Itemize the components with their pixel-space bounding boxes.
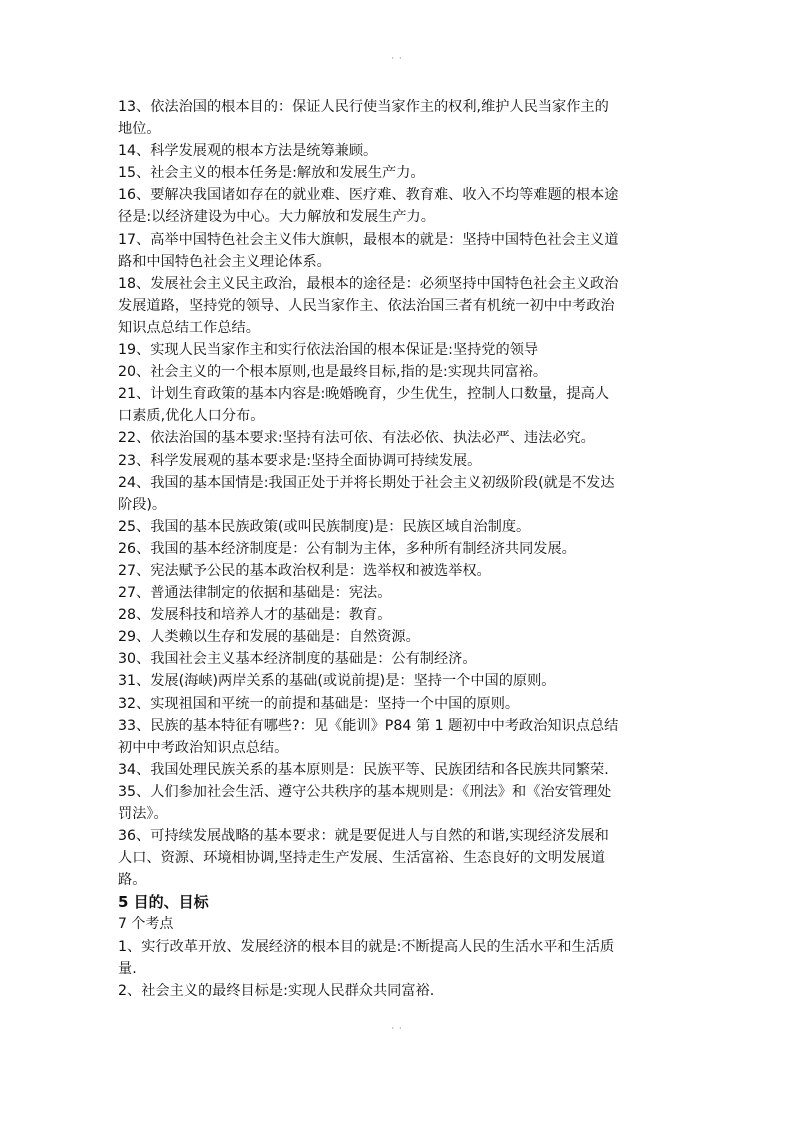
text-line: 口素质,优化人口分布。 [118, 408, 265, 425]
text-line: 19、实现人民当家作主和实行依法治国的根本保证是:坚持党的领导 [118, 342, 539, 359]
text-line: 路。 [118, 872, 147, 889]
text-line: 22、依法治国的基本要求:坚持有法可依、有法必依、执法必严、违法必究。 [118, 430, 595, 447]
text-line: 人口、资源、环境相协调,坚持走生产发展、生活富裕、生态良好的文明发展道 [118, 850, 605, 867]
text-line: 23、科学发展观的基本要求是:坚持全面协调可持续发展。 [118, 452, 482, 469]
text-line: 17、高举中国特色社会主义伟大旗帜，最根本的就是：坚持中国特色社会主义道 [118, 231, 619, 248]
text-line: 34、我国处理民族关系的基本原则是：民族平等、民族团结和各民族共同繁荣. [118, 761, 609, 778]
text-line: 罚法》。 [118, 806, 168, 822]
text-line: 20、社会主义的一个根本原则,也是最终目标,指的是:实现共同富裕。 [118, 364, 548, 381]
text-line: 27、普通法律制定的依据和基础是：宪法。 [118, 585, 392, 602]
text-line: 发展道路，坚持党的领导、人民当家作主、依法治国三者有机统一初中中考政治 [118, 297, 615, 314]
knowledge-point-list [118, 96, 680, 891]
text-line: 1、实行改革开放、发展经济的根本目的就是:不断提高人民的生活水平和生活质 [118, 938, 615, 955]
text-line: 24、我国的基本国情是:我国正处于并将长期处于社会主义初级阶段(就是不发达 [118, 474, 615, 491]
text-line: 25、我国的基本民族政策(或叫民族制度)是：民族区域自治制度。 [118, 518, 531, 535]
text-line: 阶段)。 [118, 496, 167, 513]
section-heading: 5 目的、目标 [118, 893, 209, 912]
text-line: 路和中国特色社会主义理论体系。 [118, 253, 331, 270]
section-point-list [118, 936, 680, 1002]
text-line: 21、计划生育政策的基本内容是:晚婚晚育，少生优生，控制人口数量，提高人 [118, 386, 610, 403]
page-footer-mark: · · [391, 1024, 403, 1034]
text-line: 地位。 [118, 121, 161, 138]
text-line: 35、人们参加社会生活、遵守公共秩序的基本规则是：《刑法》和《治安管理处 [118, 783, 612, 800]
text-line: 14、科学发展观的根本方法是统筹兼顾。 [118, 143, 378, 160]
text-line: 32、实现祖国和平统一的前提和基础是：坚持一个中国的原则。 [118, 695, 520, 712]
text-line: 16、要解决我国诸如存在的就业难、医疗难、教育难、收入不均等难题的根本途 [118, 187, 619, 204]
text-line: 33、民族的基本特征有哪些?：见《能训》P84 第 1 题初中中考政治知识点总结 [118, 717, 619, 734]
text-line: 31、发展(海峡)两岸关系的基础(或说前提)是：坚持一个中国的原则。 [118, 673, 556, 690]
text-line: 27、宪法赋予公民的基本政治权利是：选举权和被选举权。 [118, 562, 491, 579]
text-line: 径是:以经济建设为中心。大力解放和发展生产力。 [118, 209, 435, 226]
text-line: 13、依法治国的根本目的：保证人民行使当家作主的权利,维护人民当家作主的 [118, 99, 609, 115]
text-line: 知识点总结工作总结。 [118, 319, 260, 336]
text-line: 初中中考政治知识点总结。 [118, 739, 289, 756]
text-line: 29、人类赖以生存和发展的基础是：自然资源。 [118, 629, 420, 646]
text-line: 26、我国的基本经济制度是：公有制为主体，多种所有制经济共同发展。 [118, 540, 576, 557]
page-header-mark: · · [391, 54, 403, 64]
text-line: 18、发展社会主义民主政治，最根本的途径是：必须坚持中国特色社会主义政治 [118, 275, 619, 292]
text-line: 28、发展科技和培养人才的基础是：教育。 [118, 607, 392, 624]
text-line: 15、社会主义的根本任务是:解放和发展生产力。 [118, 165, 425, 182]
section-note: 7 个考点 [118, 916, 174, 933]
text-line: 量. [118, 960, 137, 977]
document-body [118, 96, 680, 1002]
text-line: 36、可持续发展战略的基本要求：就是要促进人与自然的和谐,实现经济发展和 [118, 828, 609, 845]
text-line: 30、我国社会主义基本经济制度的基础是：公有制经济。 [118, 651, 477, 668]
text-line: 2、社会主义的最终目标是:实现人民群众共同富裕. [118, 982, 435, 999]
